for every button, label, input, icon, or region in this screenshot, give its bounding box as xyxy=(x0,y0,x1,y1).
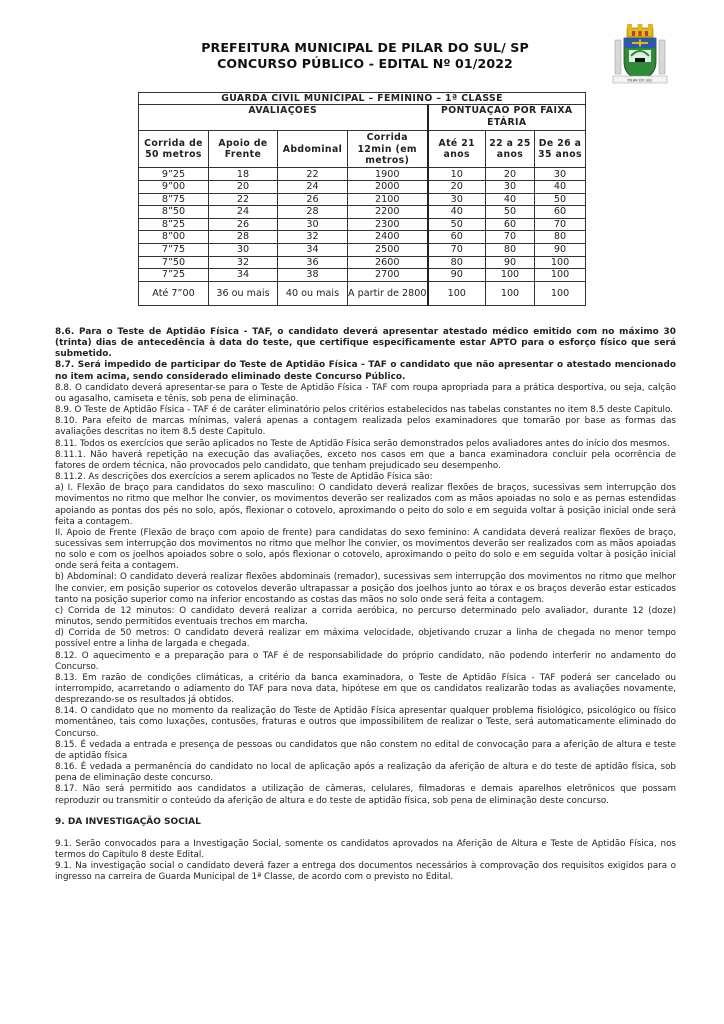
paragraph-8-9: 8.9. O Teste de Aptidão Física - TAF é de caráter eliminatório pelos critérios estabelecidos nas tabelas constantes no item 8.5 deste Capitulo. xyxy=(55,405,673,416)
table-row xyxy=(139,193,586,206)
table-cell: 38 xyxy=(278,269,348,282)
table-cell: 60 xyxy=(486,218,535,231)
table-cell: 100 xyxy=(535,281,586,305)
table-row xyxy=(139,168,586,181)
column-header: Corrida 12min (em metros) xyxy=(348,131,428,168)
table-cell: 34 xyxy=(278,243,348,256)
paragraph-8-8: 8.8. O candidato deverá apresentar-se para o Teste de Aptidão Física - TAF com roupa apropriada para a prática desportiva, ou seja, calção ou agasalho, camiseta e tênis, sob pena de eliminação. xyxy=(55,382,676,404)
table-cell: 80 xyxy=(428,256,486,269)
header-title-line1: PREFEITURA MUNICIPAL DE PILAR DO SUL/ SP xyxy=(201,40,529,55)
table-row xyxy=(139,231,586,244)
table-cell: 80 xyxy=(535,231,586,244)
table-group-pontuacao: PONTUAÇÃO POR FAIXA ETÁRIA xyxy=(428,105,586,131)
table-cell: 90 xyxy=(486,256,535,269)
crest-crown xyxy=(627,24,653,37)
table-cell: 40 ou mais xyxy=(278,281,348,305)
table-cell: 70 xyxy=(535,218,586,231)
table-cell: 36 ou mais xyxy=(209,281,278,305)
table-row xyxy=(139,181,586,194)
crest-left-column xyxy=(615,40,621,74)
municipal-crest-icon xyxy=(607,22,673,88)
table-cell: 7”25 xyxy=(139,269,209,282)
table-cell: 30 xyxy=(209,243,278,256)
table-cell: 70 xyxy=(486,231,535,244)
table-cell: 9”25 xyxy=(139,168,209,181)
table-cell: 80 xyxy=(486,243,535,256)
table-cell: 26 xyxy=(209,218,278,231)
table-cell: 100 xyxy=(535,256,586,269)
table-cell: 18 xyxy=(209,168,278,181)
table-row xyxy=(139,218,586,231)
paragraph-8-6: 8.6. Para o Teste de Aptidão Física - TAF, o candidato deverá apresentar atestado médico emitido com no máximo 30 (trinta) dias de antecedência à data do teste, que certifique especificamente estar APTO para o esforço físico que será submetido. xyxy=(55,327,676,360)
crest-ribbon-text: PILAR DO SUL xyxy=(627,78,653,83)
table-cell: 70 xyxy=(428,243,486,256)
table-cell: 2100 xyxy=(348,193,428,206)
table-cell: 100 xyxy=(486,281,535,305)
table-cell: 8”75 xyxy=(139,193,209,206)
table-cell: 20 xyxy=(486,168,535,181)
table-title: GUARDA CIVIL MUNICIPAL – FEMININO – 1ª CLASSE xyxy=(139,93,586,105)
column-header: 22 a 25 anos xyxy=(486,131,535,168)
table-cell: 32 xyxy=(209,256,278,269)
table-cell: 36 xyxy=(278,256,348,269)
paragraph-8-7: 8.7. Será impedido de participar do Teste de Aptidão Física - TAF o candidato que não apresentar o atestado mencionado no item acima, sendo considerado eliminado deste Concurso Público. xyxy=(55,360,676,382)
table-cell: 50 xyxy=(428,218,486,231)
table-cell: 8”50 xyxy=(139,206,209,219)
table-cell: 30 xyxy=(278,218,348,231)
paragraph-8-15: 8.15. É vedada a entrada e presença de pessoas ou candidatos que não constem no edital de convocação para a aferição de altura e teste de aptidão física xyxy=(55,739,676,761)
table-cell: 60 xyxy=(428,231,486,244)
table-cell: 28 xyxy=(278,206,348,219)
table-group-avaliacoes: AVALIAÇÕES xyxy=(139,105,428,131)
table-cell: 100 xyxy=(535,269,586,282)
paragraph-8-11-1: 8.11.1. Não haverá repetição na execução das avaliações, exceto nos casos em que a banca examinadora concluir pela ocorrência de fatores de ordem técnica, não provocados pelo candidato, que tenham prejudicado seu desempenho. xyxy=(55,449,676,471)
document-body xyxy=(55,327,676,884)
table-cell: 24 xyxy=(278,181,348,194)
document-header xyxy=(130,40,600,72)
table-cell: 8”00 xyxy=(139,231,209,244)
table-cell: 26 xyxy=(278,193,348,206)
paragraph-9-1-a: 9.1. Serão convocados para a Investigação Social, somente os candidatos aprovados na Aferição de Altura e Teste de Aptidão Física, nos termos do Capítulo 8 deste Edital. xyxy=(55,838,676,861)
table-cell: 24 xyxy=(209,206,278,219)
table-cell: 50 xyxy=(535,193,586,206)
column-header: De 26 a 35 anos xyxy=(535,131,586,168)
table-cell: 100 xyxy=(428,281,486,305)
table-cell: 22 xyxy=(278,168,348,181)
table-cell: 2600 xyxy=(348,256,428,269)
table-cell: 30 xyxy=(486,181,535,194)
table-row xyxy=(139,256,586,269)
column-header: Corrida de 50 metros xyxy=(139,131,209,168)
table-row xyxy=(139,269,586,282)
crest-shield xyxy=(624,38,656,80)
table-cell: 40 xyxy=(535,181,586,194)
table-cell: 30 xyxy=(535,168,586,181)
paragraph-8-13: 8.13. Em razão de condições climáticas, a critério da banca examinadora, o Teste de Aptidão Física - TAF poderá ser cancelado ou interrompido, acarretando o adiamento do TAF para nova data, hipótese em que os candidatos realizarão todas as avaliações novamente, desprezando-se os resultados já obtidos. xyxy=(55,672,676,706)
table-cell: 32 xyxy=(278,231,348,244)
table-cell: 100 xyxy=(486,269,535,282)
table-row xyxy=(139,243,586,256)
table-cell: 7”75 xyxy=(139,243,209,256)
section-heading-9: 9. DA INVESTIGAÇÃO SOCIAL xyxy=(55,816,201,827)
column-header: Apoio de Frente xyxy=(209,131,278,168)
paragraph-d: d) Corrida de 50 metros: O candidato deverá realizar em máxima velocidade, objetivando cruzar a linha de chegada no menor tempo possível entre a linha de largada e chegada. xyxy=(55,628,676,650)
paragraph-8-16: 8.16. É vedada a permanência do candidato no local de aplicação após a realização da aferição de altura e do teste de aptidão física, sob pena de eliminação deste concurso. xyxy=(55,762,676,784)
table-cell: 34 xyxy=(209,269,278,282)
table-cell: 30 xyxy=(428,193,486,206)
table-cell: 28 xyxy=(209,231,278,244)
table-cell: 60 xyxy=(535,206,586,219)
table-cell: 40 xyxy=(486,193,535,206)
paragraph-8-11-2: 8.11.2. As descrições dos exercícios a serem aplicados no Teste de Aptidão Física são: xyxy=(55,472,433,483)
table-cell: 40 xyxy=(428,206,486,219)
table-row xyxy=(139,206,586,219)
paragraph-9-1-b: 9.1. Na investigação social o candidato deverá fazer a entrega dos documentos necessários à comprovação dos requisitos exigidos para o ingresso na carreira de Guarda Municipal de 1ª Classe, de acordo com o previsto no Edital. xyxy=(55,861,676,883)
paragraph-b: b) Abdominal: O candidato deverá realizar flexões abdominais (remador), sucessivas sem interrupção dos movimentos no ritmo que melhor lhe convier, em posição superior os cotovelos deverão ultrapassar a posição dos joelhos junto ao tórax e os braços deverão estar esticados tanto na posição superior como na inferior encostando as costas das mãos no solo onde será feita a contagem. xyxy=(55,572,676,605)
column-header: Até 21 anos xyxy=(428,131,486,168)
paragraph-8-12: 8.12. O aquecimento e a preparação para o TAF é de responsabilidade do próprio candidato, não podendo interferir no andamento do Concurso. xyxy=(55,650,676,672)
table-cell: 2000 xyxy=(348,181,428,194)
paragraph-c: c) Corrida de 12 minutos: O candidato deverá realizar a corrida aeróbica, no percurso determinado pelo avaliador, durante 12 (doze) minutos, sendo permitidos eventuais trechos em marcha. xyxy=(55,605,676,628)
paragraph-8-10: 8.10. Para efeito de marcas mínimas, valerá apenas a contagem realizada pelos examinadores que tomarão por base as formas das avaliações descritas no item 8.5 deste Capitulo. xyxy=(55,416,676,438)
paragraph-a-i: a) I. Flexão de braço para candidatos do sexo masculino: O candidato deverá realizar flexões de braços, sucessivas sem interrupção dos movimentos no ritmo que melhor lhe convier, os movimentos deverão ser realizados com as mãos apoiadas no solo e as pernas estendidas apoiando as pontas dos pés no solo, após, flexionar o cotovelo, aproximando o peito do solo e em seguida voltar à posição inicial onde será feita a contagem. xyxy=(55,483,676,527)
header-title-line2: CONCURSO PÚBLICO - EDITAL Nº 01/2022 xyxy=(217,56,513,71)
table-cell: 2700 xyxy=(348,269,428,282)
table-cell: 10 xyxy=(428,168,486,181)
table-cell: 9”00 xyxy=(139,181,209,194)
table-cell: 2200 xyxy=(348,206,428,219)
table-cell: Até 7”00 xyxy=(139,281,209,305)
table-cell: 2300 xyxy=(348,218,428,231)
column-header: Abdominal xyxy=(278,131,348,168)
table-cell: 50 xyxy=(486,206,535,219)
paragraph-8-14: 8.14. O candidato que no momento da realização do Teste de Aptidão Física apresentar qualquer problema fisiológico, psicológico ou físico momentâneo, tais como luxações, contusões, fraturas e outros que impossibilitem de realizar o Teste, será automaticamente eliminado do Concurso. xyxy=(55,706,676,739)
table-cell: 20 xyxy=(428,181,486,194)
table-cell: 1900 xyxy=(348,168,428,181)
paragraph-8-11: 8.11. Todos os exercícios que serão aplicados no Teste de Aptidão Física serão demonstrados pelos avaliadores antes do início dos mesmos. xyxy=(55,438,670,449)
table-cell: 20 xyxy=(209,181,278,194)
crest-right-column xyxy=(659,40,665,74)
table-cell: 22 xyxy=(209,193,278,206)
taf-score-table xyxy=(138,92,586,306)
table-cell: A partir de 2800 xyxy=(348,281,428,305)
table-cell: 8”25 xyxy=(139,218,209,231)
table-cell: 7”50 xyxy=(139,256,209,269)
table-cell: 2500 xyxy=(348,243,428,256)
table-cell: 2400 xyxy=(348,231,428,244)
paragraph-8-17: 8.17. Não será permitido aos candidatos a utilização de câmeras, celulares, filmadoras e demais aparelhos eletrônicos que possam reproduzir ou transmitir o conteúdo da aferição de altura e do teste de aptidão física, sob pena de eliminação deste concurso. xyxy=(55,784,676,806)
paragraph-a-ii: II. Apoio de Frente (Flexão de braço com apoio de frente) para candidatas do sexo feminino: A candidata deverá realizar flexões de braço, sucessivas sem interrupção dos movimentos no ritmo que melhor lhe convier, os movimentos deverão ser realizados com as mãos apoiadas no solo e com os joelhos apoiados sobre o solo, após flexionar o cotovelo, aproximando o peito do solo e em seguida voltar à posição inicial onde será feita a contagem. xyxy=(55,527,676,572)
table-cell: 90 xyxy=(428,269,486,282)
table-row xyxy=(139,281,586,305)
table-cell: 90 xyxy=(535,243,586,256)
